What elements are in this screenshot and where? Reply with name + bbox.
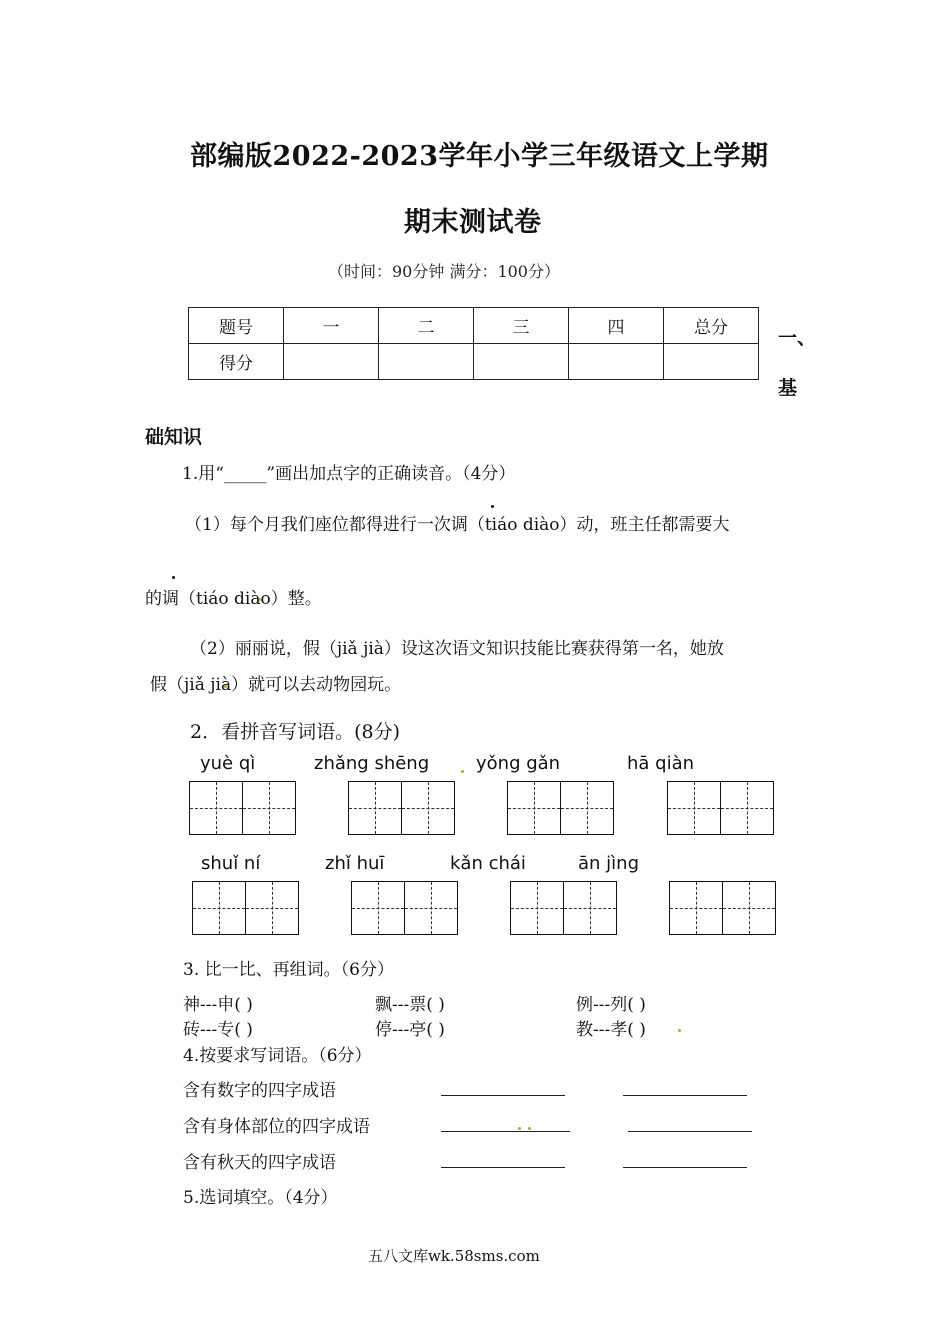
writing-grid[interactable]	[189, 781, 296, 835]
compare-word-item[interactable]: 教---孝( )	[576, 1020, 646, 1040]
section-heading-part3: 础知识	[145, 426, 203, 448]
pinyin-label: yuè qì	[200, 753, 256, 774]
page-title-line1: 部编版2022-2023学年小学三年级语文上学期	[190, 141, 769, 172]
writing-grid[interactable]	[348, 781, 455, 835]
score-cell: 总分	[664, 308, 759, 344]
question-3-prompt: 3. 比一比、再组词。（6分）	[183, 960, 394, 980]
marker-dot-icon	[461, 770, 464, 773]
footer-watermark: 五八文库wk.58sms.com	[368, 1247, 540, 1265]
compare-word-item[interactable]: 停---亭( )	[375, 1020, 445, 1040]
answer-blank[interactable]	[441, 1094, 565, 1096]
question-5-prompt: 5.选词填空。（4分）	[183, 1188, 338, 1208]
score-table	[188, 307, 759, 380]
section-heading-part1: 一、	[778, 327, 817, 349]
pinyin-label: shuǐ ní	[201, 853, 261, 874]
writing-cell[interactable]	[667, 781, 721, 835]
pinyin-label: kǎn chái	[450, 853, 526, 874]
answer-blank[interactable]	[623, 1094, 747, 1096]
score-cell: 二	[379, 308, 474, 344]
compare-word-item[interactable]: 砖---专( )	[183, 1020, 253, 1040]
section-heading-part2: 基	[778, 377, 798, 399]
answer-blank[interactable]	[441, 1130, 570, 1132]
score-input-cell[interactable]	[569, 344, 664, 380]
question-2-prompt: 2．看拼音写词语。(8分)	[190, 721, 401, 743]
score-cell: 得分	[189, 344, 284, 380]
compare-word-item[interactable]: 神---申( )	[183, 995, 253, 1015]
score-cell: 四	[569, 308, 664, 344]
writing-grid[interactable]	[507, 781, 614, 835]
score-input-cell[interactable]	[664, 344, 759, 380]
score-table-score-row	[189, 344, 759, 380]
writing-cell[interactable]	[720, 781, 774, 835]
score-input-cell[interactable]	[284, 344, 379, 380]
writing-cell[interactable]	[507, 781, 561, 835]
score-cell: 题号	[189, 308, 284, 344]
question-1-item-1-line1: （1）每个月我们座位都得进行一次调（tiáo diào）动，班主任都需要大	[185, 515, 730, 535]
score-input-cell[interactable]	[379, 344, 474, 380]
score-input-cell[interactable]	[474, 344, 569, 380]
question-1-prompt: 1.用“_____”画出加点字的正确读音。（4分）	[182, 464, 516, 484]
page-title-line2: 期末测试卷	[404, 207, 542, 238]
compare-word-item[interactable]: 例---列( )	[576, 995, 646, 1015]
writing-cell[interactable]	[189, 781, 243, 835]
pinyin-label: hā qiàn	[627, 753, 695, 774]
question-1-item-2-line2: 假（jiǎ jià）就可以去动物园玩。	[150, 675, 402, 695]
answer-blank[interactable]	[623, 1166, 747, 1168]
writing-grid[interactable]	[510, 881, 617, 935]
answer-blank[interactable]	[441, 1166, 565, 1168]
question-1-item-2-line1: （2）丽丽说，假（jiǎ jià）设这次语文知识技能比赛获得第一名，她放	[190, 639, 724, 659]
idiom-category-label: 含有秋天的四字成语	[183, 1153, 336, 1173]
score-cell: 三	[474, 308, 569, 344]
compare-word-item[interactable]: 飘---票( )	[375, 995, 445, 1015]
idiom-category-label: 含有身体部位的四字成语	[183, 1117, 370, 1137]
exam-subtitle: （时间：90分钟 满分：100分）	[328, 262, 560, 281]
writing-cell[interactable]	[192, 881, 246, 935]
marker-dot-icon	[678, 1029, 681, 1032]
emphasis-dot-icon	[172, 576, 175, 579]
writing-cell[interactable]	[245, 881, 299, 935]
marker-dot-icon	[518, 1127, 521, 1130]
writing-cell[interactable]	[563, 881, 617, 935]
question-4-prompt: 4.按要求写词语。（6分）	[183, 1046, 372, 1066]
writing-grid[interactable]	[669, 881, 776, 935]
writing-cell[interactable]	[722, 881, 776, 935]
pinyin-label: zhǎng shēng	[314, 753, 430, 774]
marker-dot-icon	[528, 1127, 531, 1130]
answer-blank[interactable]	[628, 1130, 752, 1132]
writing-cell[interactable]	[510, 881, 564, 935]
score-table-header-row	[189, 308, 759, 344]
pinyin-label: ān jìng	[578, 853, 639, 874]
question-1-item-1-line2: 的调（tiáo diào）整。	[145, 589, 322, 609]
writing-cell[interactable]	[560, 781, 614, 835]
writing-cell[interactable]	[401, 781, 455, 835]
writing-cell[interactable]	[242, 781, 296, 835]
writing-cell[interactable]	[351, 881, 405, 935]
writing-grid[interactable]	[667, 781, 774, 835]
pinyin-label: yǒng gǎn	[476, 753, 561, 774]
idiom-category-label: 含有数字的四字成语	[183, 1081, 336, 1101]
emphasis-dot-icon	[491, 505, 494, 508]
writing-cell[interactable]	[404, 881, 458, 935]
pinyin-label: zhǐ huī	[325, 853, 385, 874]
writing-grid[interactable]	[351, 881, 458, 935]
score-cell: 一	[284, 308, 379, 344]
writing-grid[interactable]	[192, 881, 299, 935]
writing-cell[interactable]	[348, 781, 402, 835]
writing-cell[interactable]	[669, 881, 723, 935]
